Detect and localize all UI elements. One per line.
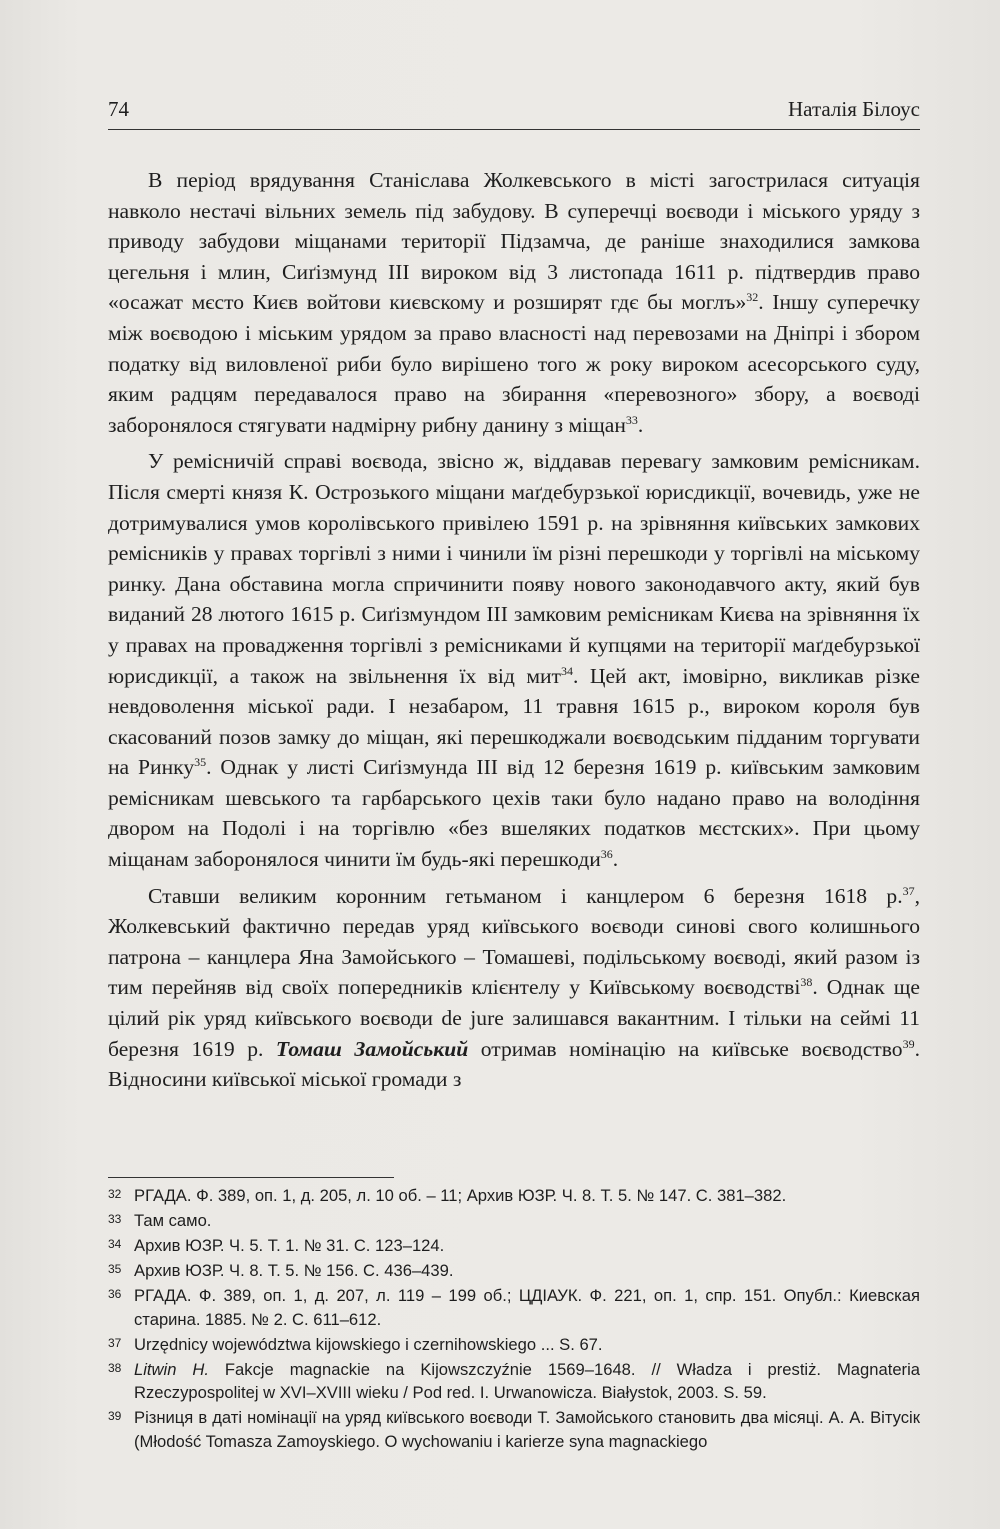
emphasized-name: Томаш Замойський [275,1036,469,1061]
footnote [108,1259,920,1283]
text-run: У ремісничій справі воєвода, звісно ж, віддавав перевагу замковим ремісникам. Після смерті князя К. Острозького міщани маґдебурзької юрисдикції, вочевидь, уже не дотримувалися умов королівського привілею 1591 р. на зрівняння київських замкових ремісників у правах торгівлі з ними і чинили їм різні перешкоди у торгівлі на міському ринку. Дана обставина могла спричинити появу нового законодавчого акту, який був виданий 28 лютого 1615 р. Сиґізмундом ІІІ замковим ремісникам Києва на зрівняння їх у правах на провадження торгівлі з ремісниками й купцями на території маґдебурзької юрисдикції, а також на звільнення їх від мит [108,449,920,688]
footnote-text [134,1259,920,1283]
text-run: В період врядування Станіслава Жолкевського в місті загострилася ситуація навколо нестачі вільних земель під забудову. В суперечці воєводи і міського уряду з приводу забудови міщанами території Підзамча, де раніше знаходилися замкова цегельня і млин, Сиґізмунд ІІІ вироком від 3 листопада 1611 р. підтвердив право «осажат мєсто Києв войтови києвскому и розширят гдє бы моглъ» [108,168,920,315]
text-run: . [612,847,619,872]
footnote-ref: 35 [194,755,207,770]
footnote-number: 39 [108,1409,122,1423]
text-run: Архив ЮЗР. Ч. 8. Т. 5. № 156. С. 436–439. [134,1261,454,1280]
footnote-ref: 38 [800,975,813,990]
text-run: . Цей акт, імовірно, викликав різке невдоволення міської ради. І незабаром, 11 травня 1615 р., вироком короля був скасований позов замку до міщан, які перешкоджали воєводським підданим торгувати на Ринку [108,663,920,780]
footnote [108,1406,920,1453]
footnote-ref: 34 [561,663,573,678]
paragraph [108,165,920,440]
text-run: Ставши великим коронним гетьманом і канцлером 6 березня 1618 р. [148,883,903,908]
footnote-number: 32 [108,1187,122,1201]
footnote [108,1209,920,1233]
footnotes [108,1184,920,1455]
text-run: . Іншу суперечку між воєводою і міським урядом за право власності над перевозами на Дніпрі і збором податку від виловленої риби було вирішено того ж року вироком асесорського суду, яким радцям передавалося право на збирання «перевозного» збору, а воєводі заборонялося стягувати надмірну рибну данину з міщан [108,290,920,437]
text-run: РГАДА. Ф. 389, оп. 1, д. 207, л. 119 – 199 об.; ЦДІАУК. Ф. 221, оп. 1, спр. 151. Опубл.: Киевская старина. 1885. № 2. С. 611–612. [134,1286,920,1329]
footnote-number: 36 [108,1287,122,1301]
footnote-text [134,1333,920,1357]
text-run: . Відносини київської міської громади з [108,1036,920,1092]
text-run: . [637,412,644,437]
footnote-number: 33 [108,1212,122,1226]
text-run: . Однак ще цілий рік уряд київського воєводи de jure залишався вакантним. І тільки на сеймі 11 березня 1619 р. [108,975,920,1061]
footnote-text [134,1209,920,1233]
text-run: РГАДА. Ф. 389, оп. 1, д. 205, л. 10 об. – 11; Архив ЮЗР. Ч. 8. Т. 5. № 147. С. 381–382. [134,1186,787,1205]
footnote [108,1184,920,1208]
footnote-number: 35 [108,1262,122,1276]
footnote-text [134,1234,920,1258]
footnote-text [134,1184,920,1208]
footnote [108,1333,920,1357]
footnote-number: 37 [108,1335,122,1350]
text-run: отримав номінацію на київське воєводство [468,1036,903,1061]
footnote [108,1358,920,1405]
footnote [108,1234,920,1258]
text-run: . Однак у листі Сиґізмунда ІІІ від 12 березня 1619 р. київським замковим ремісникам шевського та гарбарського цехів таки було надано право на володіння двором на Подолі і на торгівлю «без вшеляких податков мєстских». При цьому міщанам заборонялося чинити їм будь-які перешкоди [108,755,920,872]
footnote-ref: 32 [746,290,759,305]
footnote-ref: 39 [902,1036,915,1051]
text-run: Архив ЮЗР. Ч. 5. Т. 1. № 31. С. 123–124. [134,1236,445,1255]
footnote-ref: 37 [902,883,915,898]
footnote-text [134,1358,920,1405]
footnote-ref: 36 [600,846,613,861]
footnote-text [134,1406,920,1453]
italic-author: Litwin H. [134,1359,209,1379]
page-number: 74 [108,97,129,121]
main-text [108,165,920,1101]
running-head-author: Наталія Білоус [788,97,920,121]
footnote-number: 38 [108,1360,122,1375]
text-run: Різниця в даті номінації на уряд київського воєводи Т. Замойського становить два місяці. А. А. Вітусік (Młodość Tomasza Zamoyskiego. O wychowaniu i karierze syna magnackiego [134,1408,920,1451]
footnote-separator [108,1177,394,1178]
paragraph [108,446,920,874]
footnote [108,1284,920,1331]
footnote-text [134,1284,920,1331]
running-header [108,95,920,130]
footnote-ref: 33 [625,412,638,427]
text-run: Urzędnicy województwa kijowskiego i czernihowskiego ... S. 67. [134,1334,603,1354]
text-run: Там само. [134,1211,212,1230]
text-run: Fakcje magnackie na Kijowszczyźnie 1569–1648. // Władza i prestiż. Magnateria Rzeczypospolitej w XVI–XVIII wieku / Pod red. I. Urwanowicza. Białystok, 2003. S. 59. [134,1359,920,1402]
paragraph [108,881,920,1095]
text-run: , Жолкевський фактично передав уряд київського воєводи синові свого колишнього патрона – канцлера Яна Замойського – Томашеві, подільському воєводі, який разом із тим перейняв від своїх попередників клієнтелу у Київському воєводстві [108,883,920,1000]
footnote-number: 34 [108,1237,122,1251]
